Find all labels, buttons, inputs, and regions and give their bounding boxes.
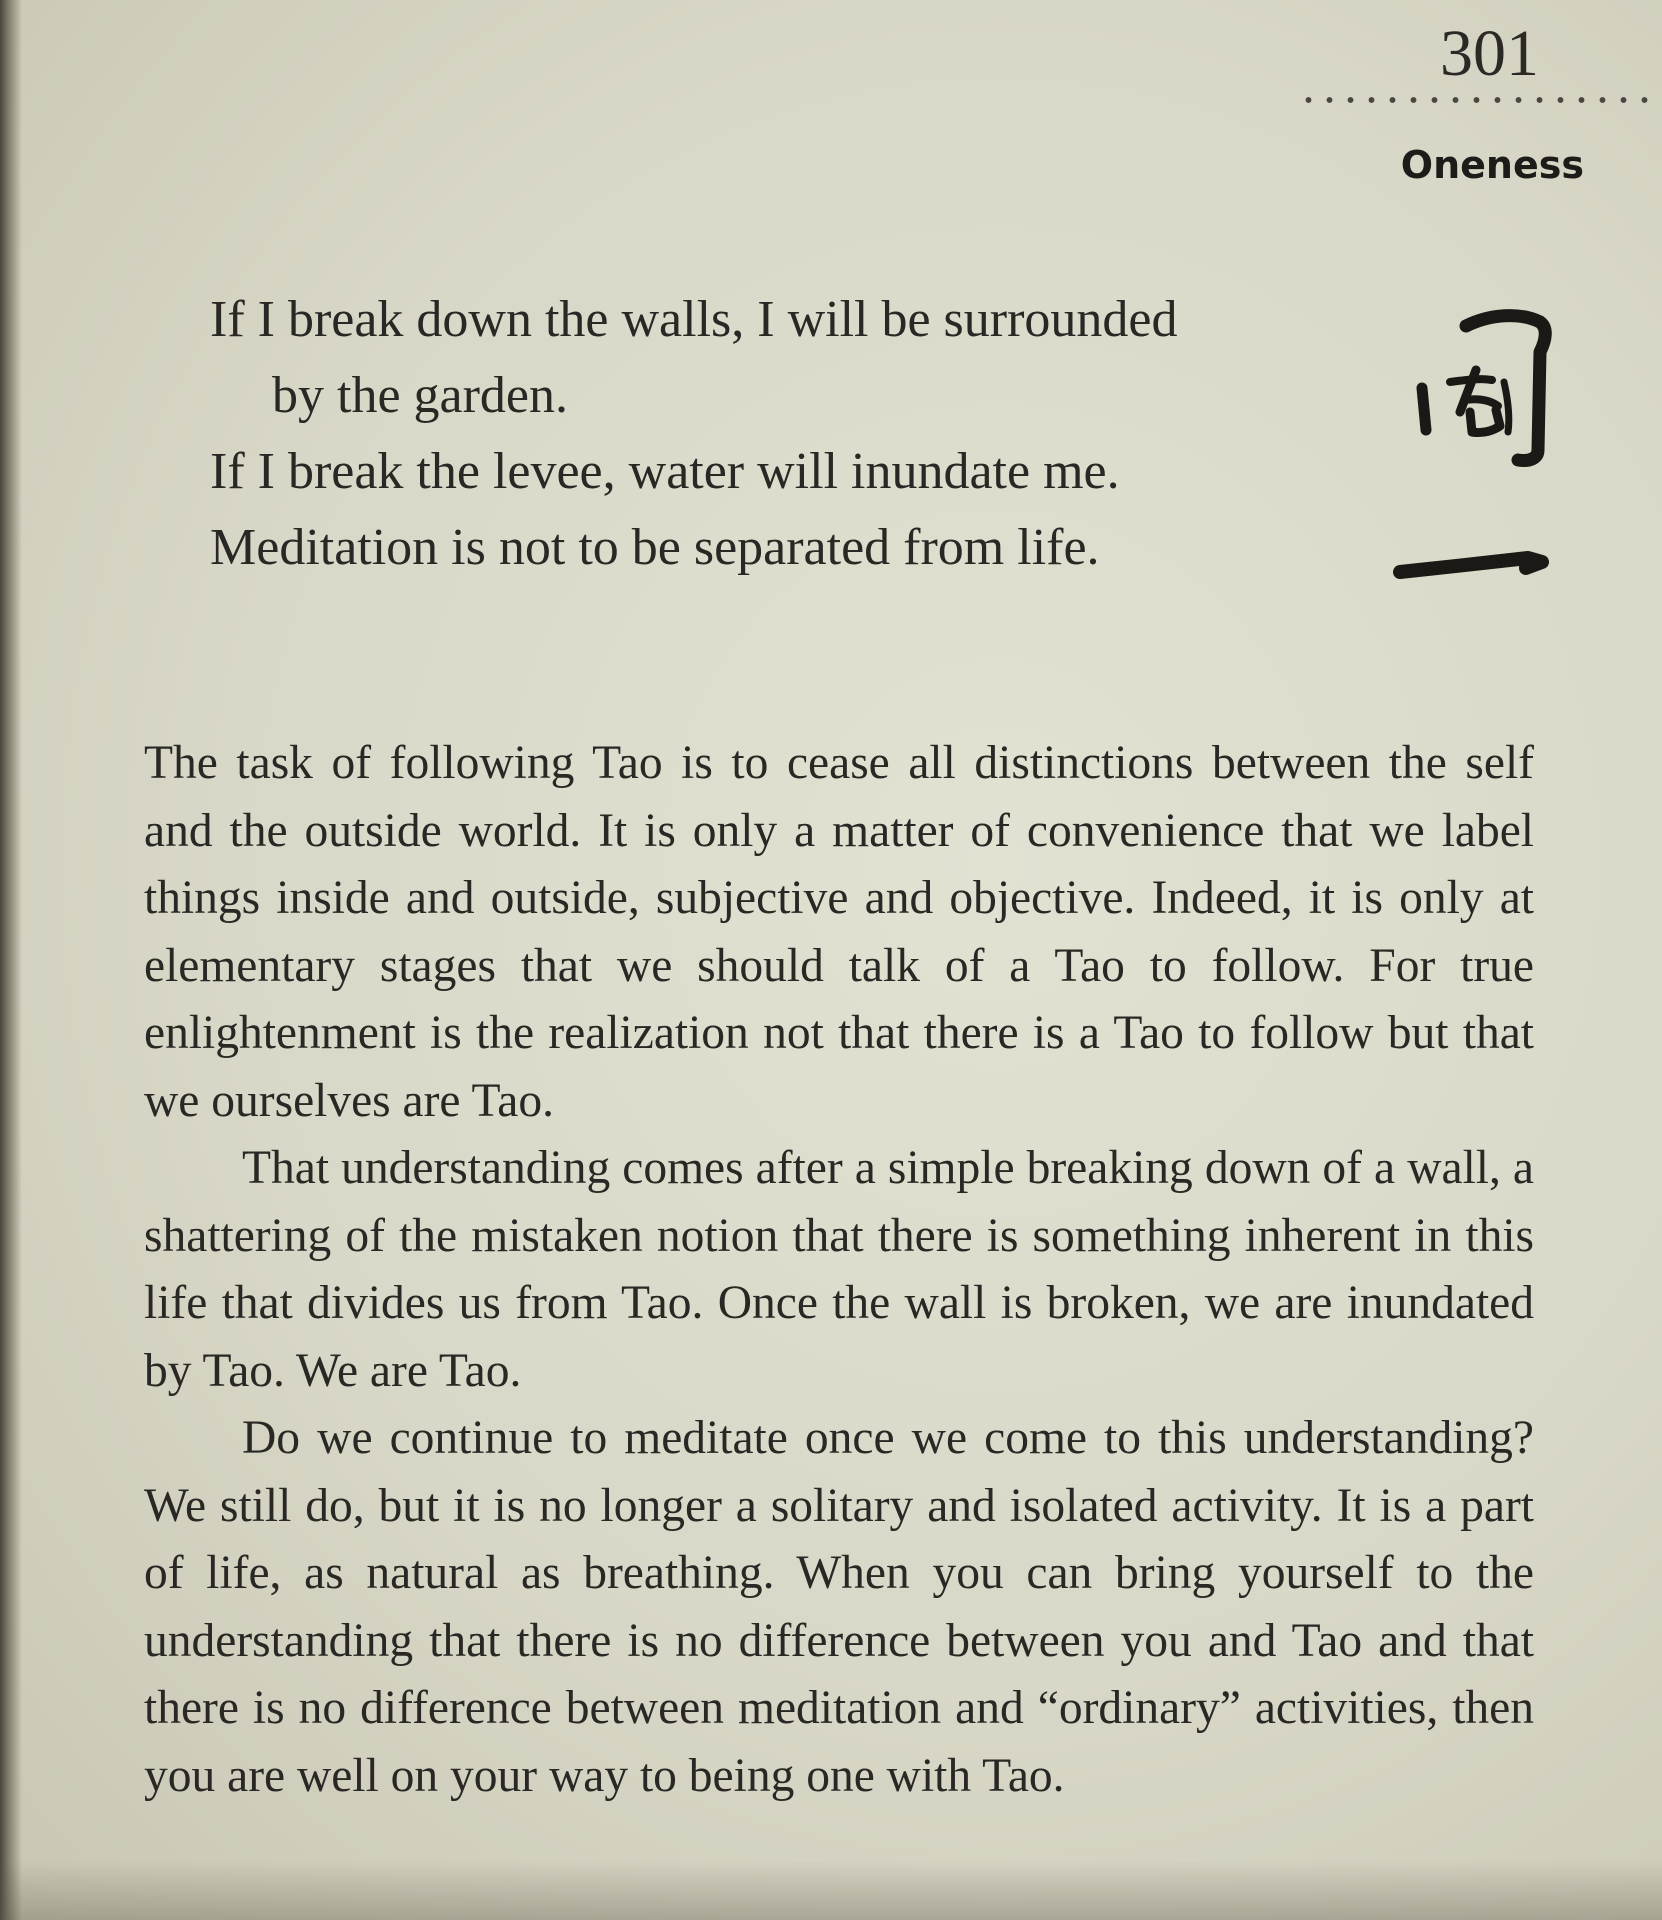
bottom-shadow (0, 1860, 1662, 1920)
paragraph: The task of following Tao is to cease all distinctions between the self and the outside world. It is only a matter of convenience that we label things inside and outside, subjective and objective. Indeed, it is only at elementary stages that we should talk of a Tao to follow. For true enlightenment is the realization not that there is a Tao to follow but that we ourselves are Tao. (144, 737, 1534, 1127)
paragraph: Do we continue to meditate once we come to this understanding? We still do, but it is no longer a solitary and isolated activity. It is a part of life, as natural as breathing. When you can bring yourself to the understanding that there is no difference between you and Tao and that there is no difference between meditation and “ordinary” activities, then you are well on your way to being one with Tao. (144, 1412, 1534, 1802)
chinese-calligraphy-icon (1380, 300, 1560, 600)
poem-line: If I break the levee, water will inundate me. (210, 443, 1120, 500)
chapter-title: Oneness (1400, 143, 1584, 187)
body-text (144, 730, 1534, 1810)
poem (210, 282, 1350, 586)
poem-line: If I break down the walls, I will be surrounded (210, 291, 1178, 348)
poem-line: by the garden. (272, 367, 569, 424)
page-number: 301 (1440, 17, 1539, 90)
spine-shadow (0, 0, 22, 1920)
paragraph: That understanding comes after a simple breaking down of a wall, a shattering of the mistaken notion that there is something inherent in this life that divides us from Tao. Once the wall is broken, we are inundated by Tao. We are Tao. (144, 1142, 1534, 1397)
poem-line: Meditation is not to be separated from life. (210, 519, 1100, 576)
dotted-rule (1298, 96, 1650, 104)
